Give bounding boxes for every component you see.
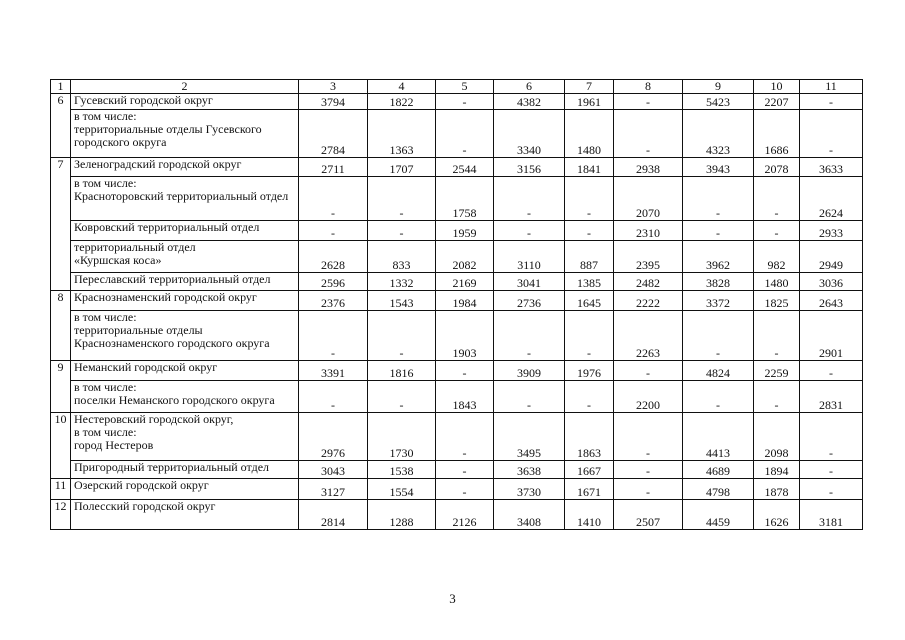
value-cell: - <box>800 461 863 479</box>
table-row <box>51 500 863 530</box>
table-row <box>51 273 863 291</box>
value-cell: 2376 <box>299 291 368 311</box>
value-cell: - <box>754 311 800 361</box>
value-cell: 1410 <box>565 500 614 530</box>
value-cell: - <box>614 461 683 479</box>
value-cell: 4689 <box>683 461 754 479</box>
value-cell: - <box>494 381 565 413</box>
value-cell: 2976 <box>299 413 368 461</box>
value-cell: 2814 <box>299 500 368 530</box>
value-cell: 2200 <box>614 381 683 413</box>
value-cell: 1730 <box>368 413 436 461</box>
column-header: 9 <box>683 80 754 94</box>
value-cell: 1480 <box>754 273 800 291</box>
column-header: 3 <box>299 80 368 94</box>
value-cell: - <box>494 311 565 361</box>
value-cell: 1645 <box>565 291 614 311</box>
value-cell: 4323 <box>683 110 754 158</box>
row-name: в том числе: территориальные отделы Гусевского городского округа <box>71 110 299 158</box>
value-cell: 3638 <box>494 461 565 479</box>
value-cell: - <box>494 177 565 221</box>
value-cell: 1667 <box>565 461 614 479</box>
table-row <box>51 311 863 361</box>
value-cell: - <box>800 361 863 381</box>
value-cell: 2098 <box>754 413 800 461</box>
value-cell: 2310 <box>614 221 683 241</box>
value-cell: 1878 <box>754 479 800 500</box>
row-name: Зеленоградский городской округ <box>71 158 299 177</box>
row-index: 6 <box>51 94 71 158</box>
row-index: 9 <box>51 361 71 413</box>
value-cell: - <box>683 311 754 361</box>
value-cell: 3127 <box>299 479 368 500</box>
row-name: Гусевский городской округ <box>71 94 299 110</box>
header-row <box>51 80 863 94</box>
value-cell: 1707 <box>368 158 436 177</box>
table-body <box>51 94 863 530</box>
value-cell: - <box>436 361 494 381</box>
column-header: 10 <box>754 80 800 94</box>
value-cell: - <box>368 311 436 361</box>
value-cell: 1841 <box>565 158 614 177</box>
value-cell: 3633 <box>800 158 863 177</box>
row-name: Озерский городской округ <box>71 479 299 500</box>
value-cell: 1984 <box>436 291 494 311</box>
column-header: 7 <box>565 80 614 94</box>
value-cell: 1543 <box>368 291 436 311</box>
value-cell: 2901 <box>800 311 863 361</box>
value-cell: 2169 <box>436 273 494 291</box>
value-cell: 2222 <box>614 291 683 311</box>
row-name: Нестеровский городской округ, в том числе: город Нестеров <box>71 413 299 461</box>
value-cell: - <box>436 413 494 461</box>
row-name: Краснознаменский городской округ <box>71 291 299 311</box>
value-cell: - <box>299 381 368 413</box>
value-cell: 2938 <box>614 158 683 177</box>
value-cell: 2507 <box>614 500 683 530</box>
value-cell: - <box>683 381 754 413</box>
value-cell: 1626 <box>754 500 800 530</box>
table-row <box>51 177 863 221</box>
value-cell: 1363 <box>368 110 436 158</box>
value-cell: 1538 <box>368 461 436 479</box>
value-cell: 2933 <box>800 221 863 241</box>
value-cell: 1825 <box>754 291 800 311</box>
value-cell: 2263 <box>614 311 683 361</box>
value-cell: 2711 <box>299 158 368 177</box>
value-cell: 2596 <box>299 273 368 291</box>
row-name: Пригородный территориальный отдел <box>71 461 299 479</box>
value-cell: 4459 <box>683 500 754 530</box>
value-cell: 4413 <box>683 413 754 461</box>
value-cell: - <box>754 177 800 221</box>
value-cell: 1816 <box>368 361 436 381</box>
value-cell: 2784 <box>299 110 368 158</box>
value-cell: 5423 <box>683 94 754 110</box>
value-cell: 1554 <box>368 479 436 500</box>
value-cell: 3156 <box>494 158 565 177</box>
value-cell: 1686 <box>754 110 800 158</box>
column-header: 1 <box>51 80 71 94</box>
table-row <box>51 381 863 413</box>
value-cell: - <box>565 381 614 413</box>
value-cell: - <box>565 177 614 221</box>
value-cell: 3495 <box>494 413 565 461</box>
value-cell: - <box>368 177 436 221</box>
value-cell: 2643 <box>800 291 863 311</box>
value-cell: 3828 <box>683 273 754 291</box>
value-cell: 2259 <box>754 361 800 381</box>
table-row <box>51 479 863 500</box>
column-header: 11 <box>800 80 863 94</box>
value-cell: 3962 <box>683 241 754 273</box>
value-cell: - <box>368 221 436 241</box>
row-name: Ковровский территориальный отдел <box>71 221 299 241</box>
table-row <box>51 110 863 158</box>
row-index: 10 <box>51 413 71 479</box>
value-cell: - <box>368 381 436 413</box>
table-row <box>51 461 863 479</box>
value-cell: - <box>299 177 368 221</box>
value-cell: 4798 <box>683 479 754 500</box>
value-cell: 3041 <box>494 273 565 291</box>
value-cell: - <box>800 413 863 461</box>
value-cell: 1385 <box>565 273 614 291</box>
value-cell: 1961 <box>565 94 614 110</box>
value-cell: 2482 <box>614 273 683 291</box>
value-cell: - <box>800 479 863 500</box>
value-cell: - <box>800 110 863 158</box>
value-cell: - <box>494 221 565 241</box>
value-cell: - <box>299 221 368 241</box>
value-cell: 3408 <box>494 500 565 530</box>
value-cell: - <box>614 110 683 158</box>
value-cell: 1758 <box>436 177 494 221</box>
value-cell: 2831 <box>800 381 863 413</box>
value-cell: 2207 <box>754 94 800 110</box>
value-cell: 887 <box>565 241 614 273</box>
row-index: 7 <box>51 158 71 291</box>
value-cell: - <box>436 110 494 158</box>
column-header: 4 <box>368 80 436 94</box>
row-name: в том числе: Красноторовский территориальный отдел <box>71 177 299 221</box>
value-cell: - <box>299 311 368 361</box>
column-header: 8 <box>614 80 683 94</box>
value-cell: - <box>800 94 863 110</box>
value-cell: 3372 <box>683 291 754 311</box>
value-cell: 833 <box>368 241 436 273</box>
value-cell: 1863 <box>565 413 614 461</box>
value-cell: - <box>754 221 800 241</box>
value-cell: 982 <box>754 241 800 273</box>
table-row <box>51 158 863 177</box>
value-cell: 2624 <box>800 177 863 221</box>
value-cell: 3943 <box>683 158 754 177</box>
page-number: 3 <box>449 591 456 606</box>
value-cell: 3036 <box>800 273 863 291</box>
value-cell: - <box>683 221 754 241</box>
table-row <box>51 241 863 273</box>
value-cell: 3043 <box>299 461 368 479</box>
value-cell: 1822 <box>368 94 436 110</box>
data-table <box>50 79 863 530</box>
value-cell: 2126 <box>436 500 494 530</box>
value-cell: 3391 <box>299 361 368 381</box>
value-cell: 3340 <box>494 110 565 158</box>
value-cell: - <box>683 177 754 221</box>
value-cell: 2070 <box>614 177 683 221</box>
table-row <box>51 94 863 110</box>
value-cell: - <box>565 311 614 361</box>
value-cell: 1959 <box>436 221 494 241</box>
value-cell: 3794 <box>299 94 368 110</box>
value-cell: 1843 <box>436 381 494 413</box>
value-cell: 3730 <box>494 479 565 500</box>
value-cell: - <box>614 413 683 461</box>
value-cell: - <box>436 461 494 479</box>
value-cell: - <box>754 381 800 413</box>
value-cell: 2082 <box>436 241 494 273</box>
value-cell: 1976 <box>565 361 614 381</box>
value-cell: - <box>614 361 683 381</box>
value-cell: 4382 <box>494 94 565 110</box>
value-cell: - <box>614 479 683 500</box>
value-cell: 1894 <box>754 461 800 479</box>
value-cell: 2544 <box>436 158 494 177</box>
value-cell: - <box>436 479 494 500</box>
table-row <box>51 221 863 241</box>
value-cell: - <box>565 221 614 241</box>
value-cell: 2628 <box>299 241 368 273</box>
table-row <box>51 361 863 381</box>
row-name: в том числе: территориальные отделы Краснознаменского городского округа <box>71 311 299 361</box>
value-cell: 2736 <box>494 291 565 311</box>
value-cell: 1332 <box>368 273 436 291</box>
table-row <box>51 413 863 461</box>
row-name: Неманский городской округ <box>71 361 299 381</box>
row-name: территориальный отдел «Куршская коса» <box>71 241 299 273</box>
row-index: 8 <box>51 291 71 361</box>
value-cell: 2949 <box>800 241 863 273</box>
value-cell: 1671 <box>565 479 614 500</box>
value-cell: 3181 <box>800 500 863 530</box>
value-cell: - <box>436 94 494 110</box>
column-header: 6 <box>494 80 565 94</box>
value-cell: 1903 <box>436 311 494 361</box>
row-index: 11 <box>51 479 71 500</box>
value-cell: 3909 <box>494 361 565 381</box>
row-name: Полесский городской округ <box>71 500 299 530</box>
row-index: 12 <box>51 500 71 530</box>
value-cell: 4824 <box>683 361 754 381</box>
column-header: 5 <box>436 80 494 94</box>
value-cell: - <box>614 94 683 110</box>
value-cell: 1288 <box>368 500 436 530</box>
value-cell: 3110 <box>494 241 565 273</box>
table-row <box>51 291 863 311</box>
row-name: Переславский территориальный отдел <box>71 273 299 291</box>
value-cell: 2078 <box>754 158 800 177</box>
value-cell: 1480 <box>565 110 614 158</box>
row-name: в том числе: поселки Неманского городского округа <box>71 381 299 413</box>
value-cell: 2395 <box>614 241 683 273</box>
column-header: 2 <box>71 80 299 94</box>
